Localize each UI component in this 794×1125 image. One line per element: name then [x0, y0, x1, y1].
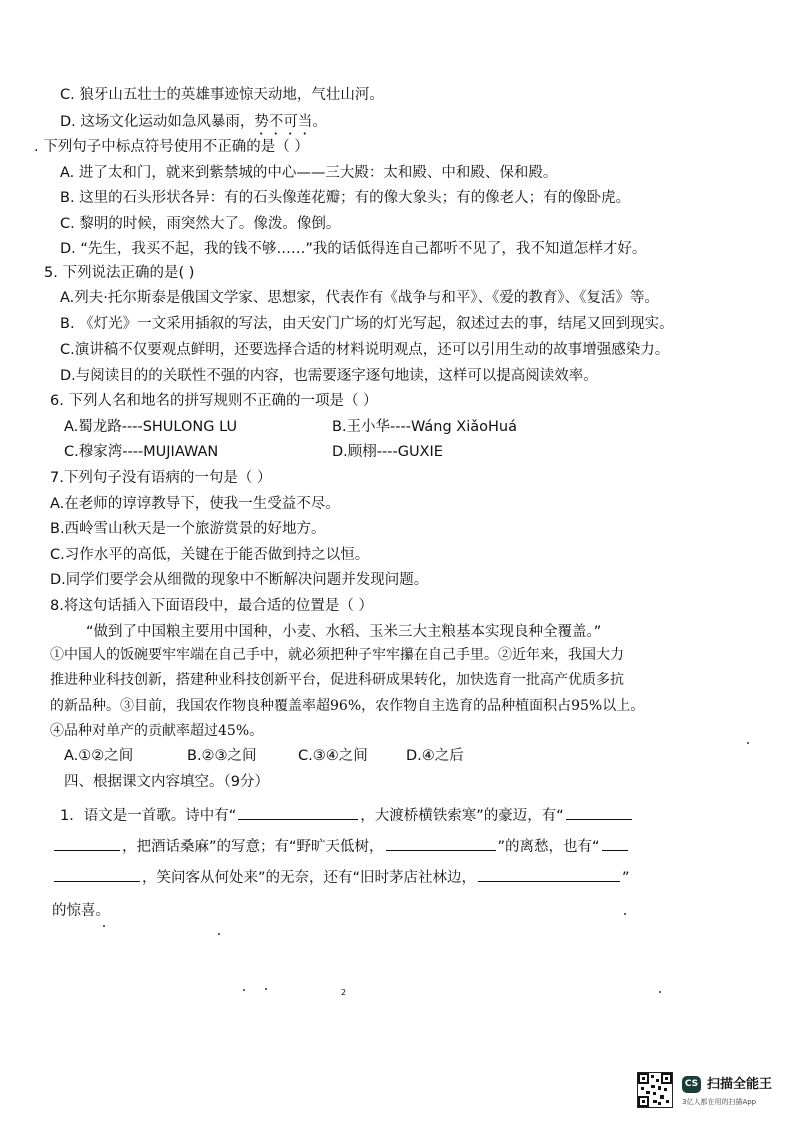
q6-option-d: D.与阅读目的的关联性不强的内容，也需要逐字逐句地读，这样可以提高阅读效率。	[60, 368, 598, 384]
blank-2b[interactable]	[54, 836, 120, 851]
q8-option-a: A.在老师的谆谆教导下，使我一生受益不尽。	[50, 496, 340, 512]
q7-option-a: A.蜀龙路----SHULONG LU	[64, 419, 238, 435]
scan-speck	[624, 913, 626, 915]
q7-option-c: C.穆家湾----MUJIAWAN	[64, 444, 219, 460]
q9-paragraph-line-1: ①中国人的饭碗要牢牢端在自己手中，就必须把种子牢牢攥在自己手里。②近年来，我国大力	[50, 647, 624, 663]
scan-speck	[747, 742, 749, 744]
blank-2a[interactable]	[566, 805, 632, 820]
camscanner-logo-icon: CS	[682, 1076, 701, 1093]
q6-option-c: C.演讲稿不仅要观点鲜明，还要选择合适的材料说明观点，还可以引用生动的故事增强感染力。	[60, 342, 670, 358]
blank-4b[interactable]	[54, 867, 140, 882]
fill-line-3	[52, 867, 630, 888]
q7-option-d: D.顾栩----GUXIE	[332, 444, 443, 460]
q4-option-d	[60, 112, 327, 138]
q7-option-b: B.王小华----Wáng XiǎoHuá	[332, 419, 517, 435]
fill-line-1-text-b: ，大渡桥横铁索寒”的豪迈，有“	[360, 808, 564, 824]
scan-speck	[103, 925, 105, 927]
q9-option-c: C.③④之间	[298, 748, 368, 764]
fill-line-2	[52, 836, 630, 857]
q4-option-d-suffix: 。	[312, 114, 327, 130]
q5-option-a: A. 进了太和门，就来到紫禁城的中心——三大殿：太和殿、中和殿、保和殿。	[60, 165, 558, 181]
q9-option-d: D.④之后	[406, 748, 464, 764]
fill-line-1	[60, 805, 634, 826]
fill-line-2-text-b: ”的离愁，也有“	[497, 839, 600, 855]
fill-line-2-text-a: ，把酒话桑麻”的写意；有“野旷天低树，	[122, 839, 384, 855]
q6-option-b: B. 《灯光》一文采用插叙的写法，由天安门广场的灯光写起，叙述过去的事，结尾又回到现实。	[60, 316, 674, 332]
q8-option-d: D.同学们要学会从细微的现象中不断解决问题并发现问题。	[50, 572, 429, 588]
q5-option-c: C. 黎明的时候，雨突然大了。像泼。像倒。	[60, 216, 341, 232]
q9-option-a: A.①②之间	[64, 748, 134, 764]
q9-option-b: B.②③之间	[187, 748, 257, 764]
scanner-tagline: 3亿人都在用的扫描App	[682, 1098, 757, 1106]
scan-speck	[659, 991, 661, 993]
fill-line-3-text-a: ，笑问客从何处来”的无奈，还有“旧时茅店社林边，	[142, 870, 477, 886]
q8-option-b: B.西岭雪山秋天是一个旅游赏景的好地方。	[50, 521, 326, 537]
fill-line-1-text-a: 1．语文是一首歌。诗中有“	[60, 808, 237, 824]
q5-stem: . 下列句子中标点符号使用不正确的是（ ）	[34, 139, 309, 155]
q7-stem: 6. 下列人名和地名的拼写规则不正确的一项是（ ）	[50, 393, 378, 409]
qr-code-icon	[637, 1072, 673, 1108]
q6-stem: 5. 下列说法正确的是( )	[44, 265, 195, 281]
q8-stem: 7.下列句子没有语病的一句是（ ）	[50, 470, 272, 486]
scan-speck	[218, 933, 220, 935]
scan-speck	[265, 988, 267, 990]
q9-paragraph-line-3: 的新品种。③目前，我国农作物良种覆盖率超96%，农作物自主选育的品种植面积占95%以上。	[50, 698, 645, 714]
fill-line-3-text-b: ”	[622, 870, 630, 886]
blank-5[interactable]	[478, 867, 620, 882]
fill-line-4: 的惊喜。	[52, 903, 110, 919]
q9-paragraph-line-4: ④品种对单产的贡献率超过45%。	[50, 723, 264, 739]
blank-4a[interactable]	[602, 836, 628, 851]
q5-option-d: D. “先生，我买不起，我的钱不够……”我的话低得连自己都听不见了，我不知道怎样才好。	[60, 241, 647, 257]
section4-title: 四、根据课文内容填空。（9分）	[64, 774, 269, 790]
blank-1[interactable]	[238, 805, 358, 820]
q4-option-d-emphasis: 势不可当	[254, 114, 313, 130]
q9-quote: “做到了中国粮主要用中国种，小麦、水稻、玉米三大主粮基本实现良种全覆盖。”	[86, 624, 602, 640]
q5-option-b: B. 这里的石头形状各异：有的石头像莲花瓣；有的像大象头；有的像老人；有的像卧虎。	[60, 190, 631, 206]
q4-option-d-prefix: D. 这场文化运动如急风暴雨，	[60, 114, 255, 130]
q9-paragraph-line-2: 推进种业科技创新，搭建种业科技创新平台，促进科研成果转化，加快选育一批高产优质多抗	[50, 672, 624, 688]
scan-speck	[243, 989, 245, 991]
scanner-brand-name: 扫描全能王	[707, 1077, 773, 1092]
page-number: 2	[341, 988, 347, 997]
blank-3[interactable]	[386, 836, 496, 851]
scanner-watermark	[637, 1070, 787, 1110]
q6-option-a: A.列夫·托尔斯泰是俄国文学家、思想家，代表作有《战争与和平》、《爱的教育》、《复活》等。	[60, 290, 659, 306]
q9-stem: 8.将这句话插入下面语段中，最合适的位置是（ ）	[50, 598, 373, 614]
q8-option-c: C.习作水平的高低，关键在于能否做到持之以恒。	[50, 547, 370, 563]
q4-option-c: C. 狼牙山五壮士的英雄事迹惊天动地，气壮山河。	[60, 87, 384, 103]
